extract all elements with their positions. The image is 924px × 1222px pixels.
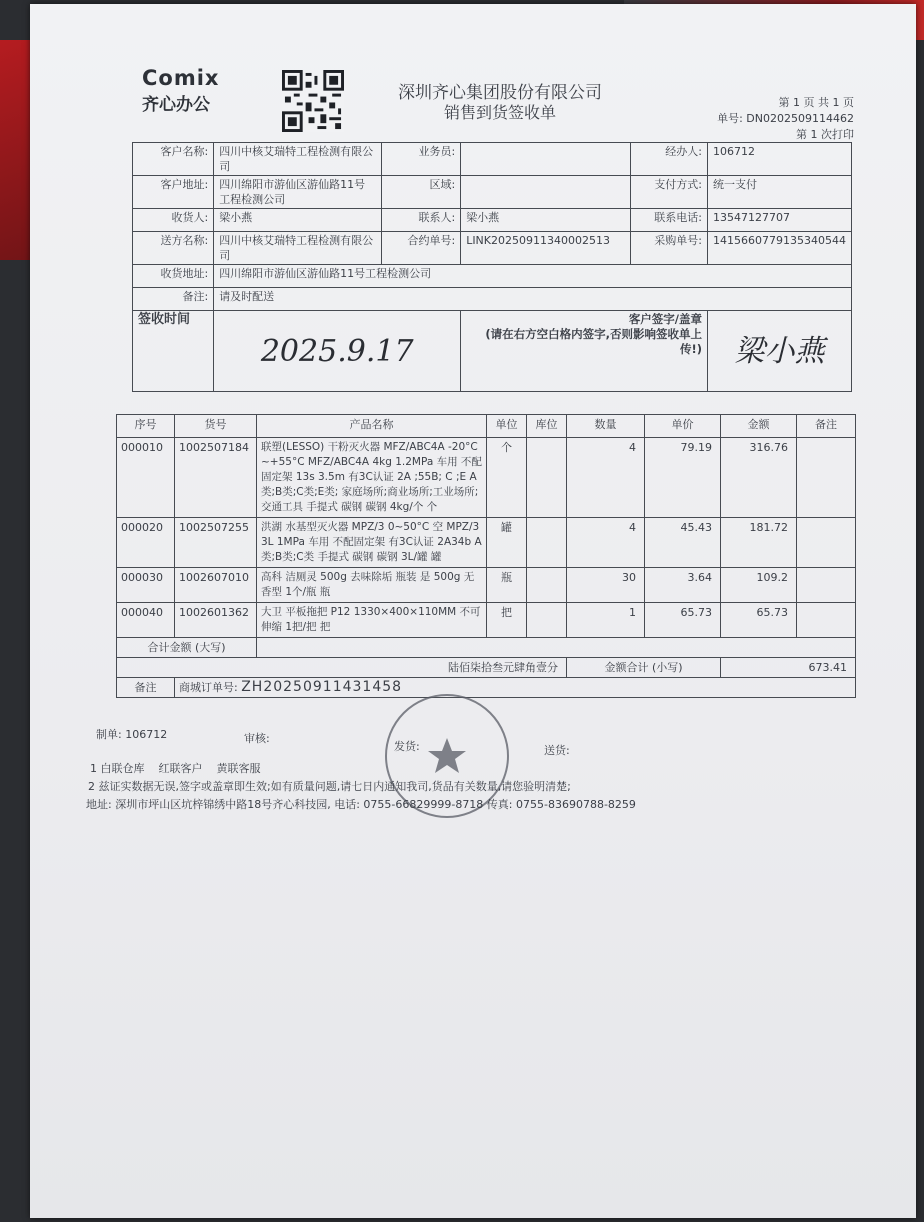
item-code: 1002507255 bbox=[175, 518, 257, 568]
brand-logo: Comix bbox=[142, 66, 220, 90]
item-unit: 把 bbox=[487, 603, 527, 638]
items-table bbox=[116, 414, 856, 698]
deliver: 送货: bbox=[544, 744, 570, 757]
field-label: 收货人: bbox=[133, 209, 214, 232]
ship-to: 四川中核艾瑞特工程检测有限公司 bbox=[214, 232, 381, 265]
document-title: 销售到货签收单 bbox=[443, 103, 556, 122]
item-location bbox=[527, 518, 567, 568]
item-seq: 000020 bbox=[117, 518, 175, 568]
field-label: 客户名称: bbox=[133, 143, 214, 176]
copy-distribution: 1 白联仓库 红联客户 黄联客服 bbox=[90, 762, 261, 775]
item-unit: 个 bbox=[487, 438, 527, 518]
handwritten-date: 2025.9.17 bbox=[214, 311, 461, 392]
field-label: 支付方式: bbox=[630, 176, 707, 209]
mall-order-number: ZH20250911431458 bbox=[241, 679, 403, 695]
note-label: 备注 bbox=[117, 678, 175, 698]
field-label: 合约单号: bbox=[381, 232, 461, 265]
page-info: 第 1 页 共 1 页 bbox=[778, 96, 854, 109]
item-name: 洪湖 水基型灭火器 MPZ/3 0~50°C 空 MPZ/3 3L 1MPa 车用 不配固定架 有3C认证 2A34b A类;B类;C类 手提式 碳钢 碳钢 3L/罐 罐 bbox=[257, 518, 487, 568]
company-address: 地址: 深圳市坪山区坑梓锦绣中路18号齐心科技园, 电话: 0755-66829999-8718 传真: 0755-83690788-8259 bbox=[86, 798, 636, 811]
item-note bbox=[797, 438, 856, 518]
column-header: 单价 bbox=[645, 415, 721, 438]
region bbox=[461, 176, 630, 209]
customer-info-table bbox=[132, 142, 852, 392]
item-amount: 181.72 bbox=[721, 518, 797, 568]
payment-method: 统一支付 bbox=[708, 176, 852, 209]
contact: 梁小燕 bbox=[461, 209, 630, 232]
salesperson bbox=[461, 143, 630, 176]
field-label: 采购单号: bbox=[630, 232, 707, 265]
item-price: 3.64 bbox=[645, 568, 721, 603]
column-header: 备注 bbox=[797, 415, 856, 438]
field-label: 联系电话: bbox=[630, 209, 707, 232]
column-header: 序号 bbox=[117, 415, 175, 438]
print-count: 第 1 次打印 bbox=[796, 128, 854, 141]
item-code: 1002607010 bbox=[175, 568, 257, 603]
column-header: 产品名称 bbox=[257, 415, 487, 438]
field-label: 客户地址: bbox=[133, 176, 214, 209]
order-number: 单号: DN0202509114462 bbox=[717, 112, 854, 125]
receiver: 梁小燕 bbox=[214, 209, 381, 232]
item-location bbox=[527, 603, 567, 638]
signature-note: (请在右方空白格内签字,否则影响签收单上传!) bbox=[485, 327, 703, 356]
total-lower-value: 673.41 bbox=[721, 658, 856, 678]
item-qty: 4 bbox=[567, 518, 645, 568]
item-unit: 瓶 bbox=[487, 568, 527, 603]
item-location bbox=[527, 568, 567, 603]
item-name: 高科 洁厕灵 500g 去味除垢 瓶装 是 500g 无香型 1个/瓶 瓶 bbox=[257, 568, 487, 603]
customer-name: 四川中核艾瑞特工程检测有限公司 bbox=[214, 143, 381, 176]
item-name: 联塑(LESSO) 干粉灭火器 MFZ/ABC4A -20°C ~+55°C MFZ/ABC4A 4kg 1.2MPa 车用 不配固定架 13s 3.5m 有3C认证 2A ;55B; C ;E A类;B类;C类;E类; 家庭场所;商业场所;工业场所;交通工具 手提式 碳钢 碳钢 4kg/个 个 bbox=[257, 438, 487, 518]
field-label: 经办人: bbox=[630, 143, 707, 176]
table-row bbox=[117, 518, 856, 568]
field-label: 联系人: bbox=[381, 209, 461, 232]
total-amount-row bbox=[117, 658, 856, 678]
field-label: 业务员: bbox=[381, 143, 461, 176]
signature-instructions bbox=[461, 311, 708, 392]
company-name: 深圳齐心集团股份有限公司 bbox=[398, 83, 602, 103]
item-code: 1002601362 bbox=[175, 603, 257, 638]
terms-note: 2 兹证实数据无误,签字或盖章即生效;如有质量问题,请七日内通知我司,货品有关数量,请您验明清楚; bbox=[88, 780, 571, 793]
field-label: 区域: bbox=[381, 176, 461, 209]
column-header: 库位 bbox=[527, 415, 567, 438]
item-price: 45.43 bbox=[645, 518, 721, 568]
field-label: 收货地址: bbox=[133, 265, 214, 288]
brand-logo-cn: 齐心办公 bbox=[142, 95, 210, 115]
table-row bbox=[117, 438, 856, 518]
maker: 制单: 106712 bbox=[96, 728, 168, 741]
table-row bbox=[117, 603, 856, 638]
total-lower-label: 金额合计 (小写) bbox=[567, 658, 721, 678]
table-row bbox=[117, 568, 856, 603]
receiving-address: 四川绵阳市游仙区游仙路11号工程检测公司 bbox=[214, 265, 852, 288]
mall-order-cell bbox=[175, 678, 856, 698]
item-note bbox=[797, 568, 856, 603]
item-qty: 1 bbox=[567, 603, 645, 638]
shipper: 发货: bbox=[394, 740, 420, 753]
handwritten-signature: 梁小燕 bbox=[708, 311, 852, 392]
item-amount: 109.2 bbox=[721, 568, 797, 603]
column-header: 单位 bbox=[487, 415, 527, 438]
item-price: 65.73 bbox=[645, 603, 721, 638]
qr-code-icon bbox=[282, 70, 344, 132]
purchase-number: 1415660779135340544 bbox=[708, 232, 852, 265]
total-upper-value: 陆佰柒拾叁元肆角壹分 bbox=[117, 658, 567, 678]
item-qty: 30 bbox=[567, 568, 645, 603]
item-seq: 000040 bbox=[117, 603, 175, 638]
total-upper-label: 合计金额 (大写) bbox=[117, 638, 257, 658]
total-row bbox=[117, 638, 856, 658]
customer-address: 四川绵阳市游仙区游仙路11号工程检测公司 bbox=[214, 176, 381, 209]
item-qty: 4 bbox=[567, 438, 645, 518]
item-price: 79.19 bbox=[645, 438, 721, 518]
phone: 13547127707 bbox=[708, 209, 852, 232]
item-name: 大卫 平板拖把 P12 1330×400×110MM 不可伸缩 1把/把 把 bbox=[257, 603, 487, 638]
item-amount: 65.73 bbox=[721, 603, 797, 638]
column-header: 货号 bbox=[175, 415, 257, 438]
signature-label: 客户签字/盖章 bbox=[628, 312, 703, 326]
mall-order-label: 商城订单号: bbox=[179, 681, 238, 694]
item-note bbox=[797, 518, 856, 568]
item-location bbox=[527, 438, 567, 518]
item-unit: 罐 bbox=[487, 518, 527, 568]
mall-order-row bbox=[117, 678, 856, 698]
items-header-row bbox=[117, 415, 856, 438]
item-code: 1002507184 bbox=[175, 438, 257, 518]
delivery-receipt-paper bbox=[30, 4, 916, 1218]
column-header: 金额 bbox=[721, 415, 797, 438]
sign-time-label: 签收时间 bbox=[133, 311, 214, 392]
reviewer: 审核: bbox=[244, 732, 270, 745]
item-seq: 000030 bbox=[117, 568, 175, 603]
item-seq: 000010 bbox=[117, 438, 175, 518]
field-label: 备注: bbox=[133, 288, 214, 311]
remark: 请及时配送 bbox=[214, 288, 852, 311]
handler: 106712 bbox=[708, 143, 852, 176]
column-header: 数量 bbox=[567, 415, 645, 438]
field-label: 送方名称: bbox=[133, 232, 214, 265]
contract-number: LINK20250911340002513 bbox=[461, 232, 630, 265]
item-note bbox=[797, 603, 856, 638]
item-amount: 316.76 bbox=[721, 438, 797, 518]
total-upper-spacer bbox=[257, 638, 856, 658]
